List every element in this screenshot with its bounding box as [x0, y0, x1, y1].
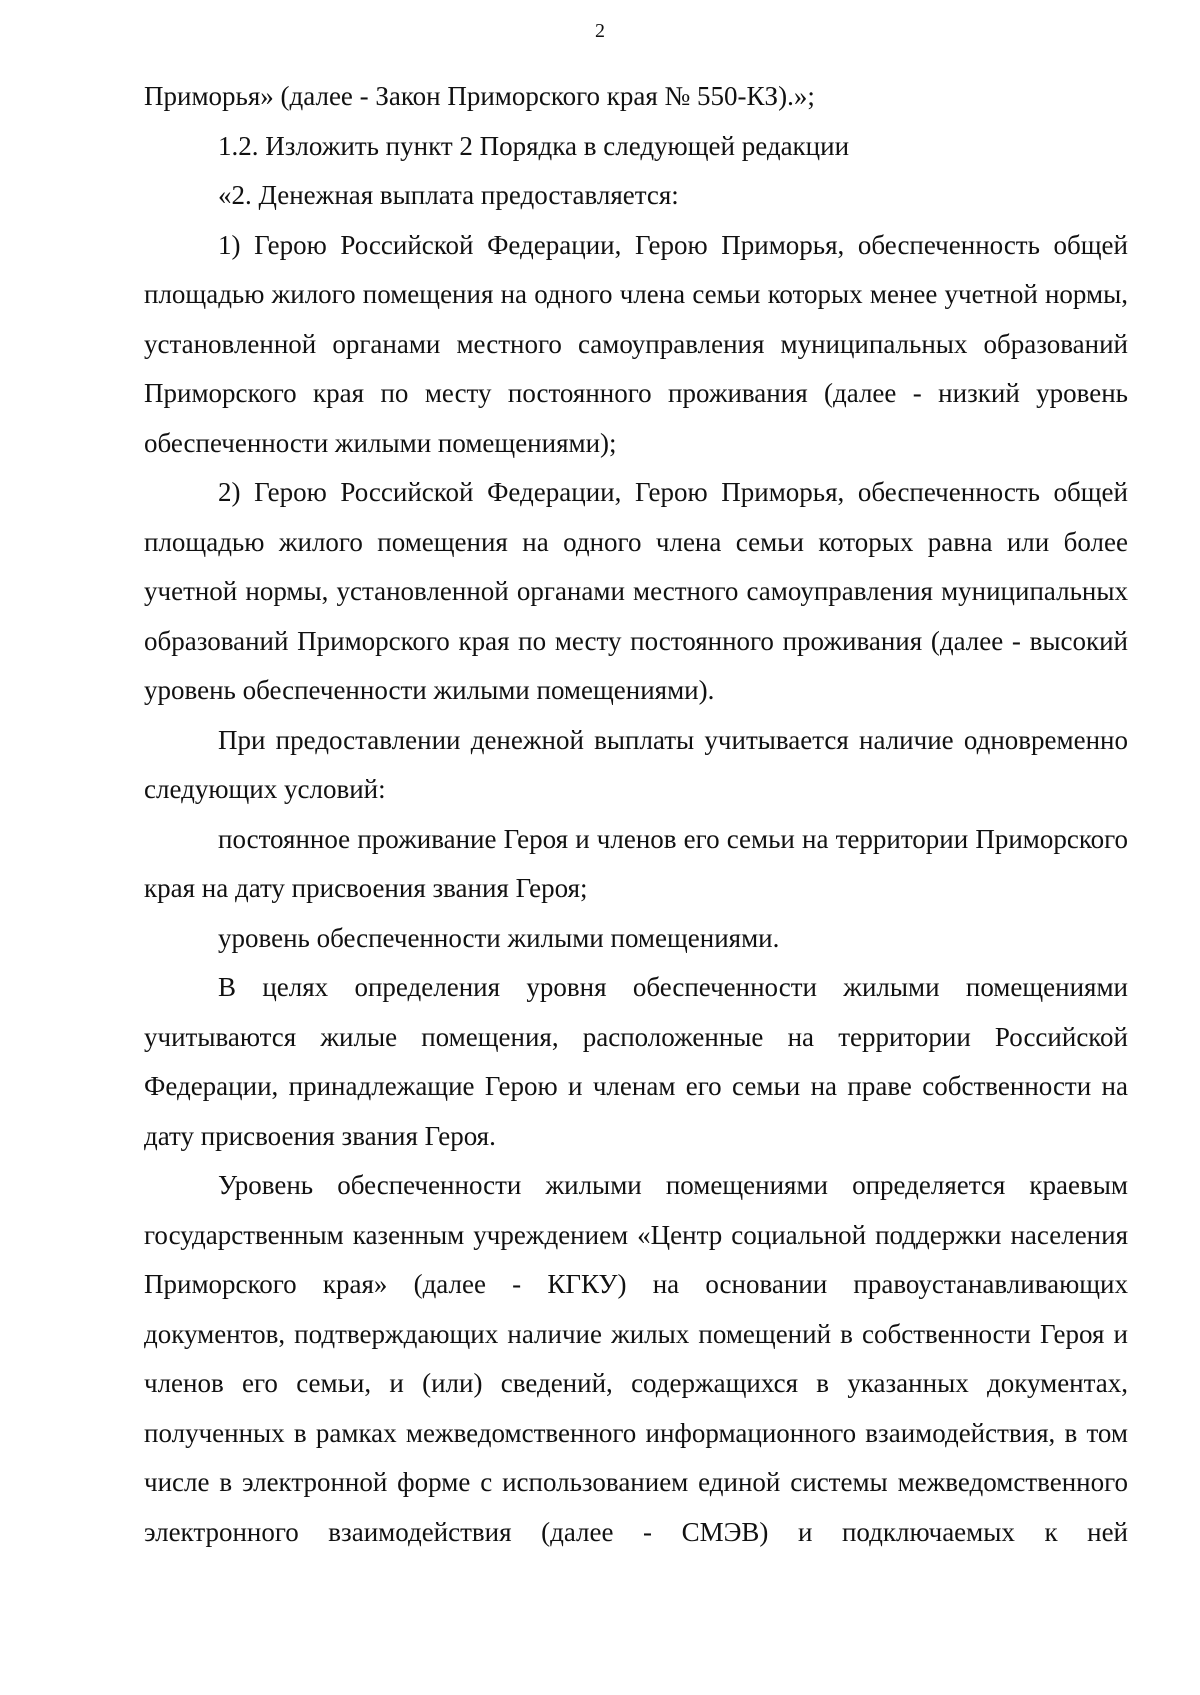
paragraph-item-1-2: 1.2. Изложить пункт 2 Порядка в следующей редакции	[218, 130, 850, 161]
document-body	[144, 72, 1128, 1557]
paragraph-housing-level-determination: Уровень обеспеченности жилыми помещениями определяется краевым государственным казенным учреждением «Центр социальной поддержки населения Приморского края» (далее - КГКУ) на основании правоустанавливающих документов, подтверждающих наличие жилых помещений в собственности Героя и членов его семьи, и (или) сведений, содержащихся в указанных документах, полученных в рамках межведомственного информационного взаимодействия, в том числе в электронной форме с использованием единой системы межведомственного электронного взаимодействия (далее - СМЭВ) и подключаемых к ней	[144, 1170, 1128, 1547]
paragraph-subitem-1: 1) Герою Российской Федерации, Герою Приморья, обеспеченность общей площадью жилого помещения на одного члена семьи которых менее учетной нормы, установленной органами местного самоуправления муниципальных образований Приморского края по месту постоянного проживания (далее - низкий уровень обеспеченности жилыми помещениями);	[144, 229, 1128, 458]
paragraph-continuation: Приморья» (далее - Закон Приморского края № 550-КЗ).»;	[144, 81, 815, 111]
paragraph-housing-considered: В целях определения уровня обеспеченности жилыми помещениями учитываются жилые помещения, расположенные на территории Российской Федерации, принадлежащие Герою и членам его семьи на праве собственности на дату присвоения звания Героя.	[144, 972, 1128, 1151]
page-number: 2	[595, 20, 605, 42]
paragraph-subitem-2: 2) Герою Российской Федерации, Герою Приморья, обеспеченность общей площадью жилого помещения на одного члена семьи которых равна или более учетной нормы, установленной органами местного самоуправления муниципальных образований Приморского края по месту постоянного проживания (далее - высокий уровень обеспеченности жилыми помещениями).	[144, 477, 1128, 705]
paragraph-condition-housing-level: уровень обеспеченности жилыми помещениями.	[218, 922, 780, 953]
paragraph-conditions-intro: При предоставлении денежной выплаты учитывается наличие одновременно следующих условий:	[144, 724, 1128, 804]
paragraph-clause-2-heading: «2. Денежная выплата предоставляется:	[218, 180, 679, 210]
paragraph-condition-residence: постоянное проживание Героя и членов его семьи на территории Приморского края на дату присвоения звания Героя;	[144, 823, 1128, 903]
